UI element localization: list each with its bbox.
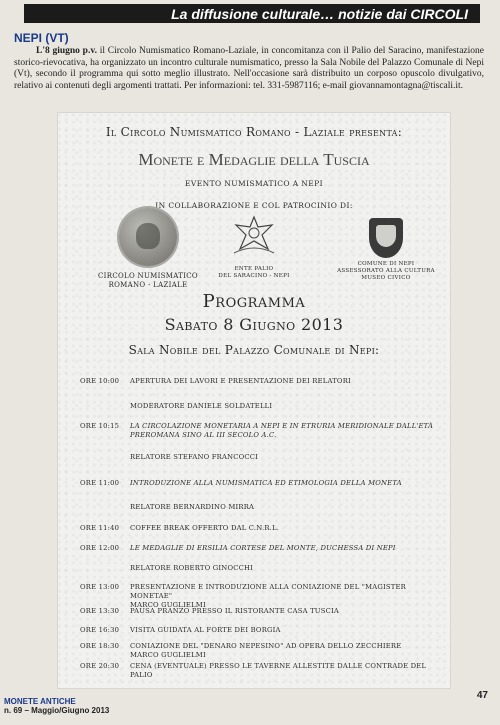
- schedule-line: RELATORE BERNARDINO MIRRA: [130, 503, 255, 511]
- schedule-description: [130, 564, 436, 573]
- poster-collab: IN COLLABORAZIONE E COL PATROCINIO DI:: [155, 201, 353, 210]
- schedule-time: ORE 16:30: [80, 626, 120, 634]
- schedule-line: MARCO GUGLIELMI: [130, 651, 206, 659]
- logo-comune: [336, 218, 436, 282]
- logo-comune-line: ASSESSORATO ALLA CULTURA: [337, 268, 435, 274]
- schedule-description: [130, 662, 436, 680]
- coin-logo-icon: [119, 208, 177, 266]
- schedule-description: [130, 377, 436, 386]
- logo-comune-line: MUSEO CIVICO: [361, 275, 411, 281]
- schedule-description: [130, 479, 436, 488]
- intro-lead: L'8 giugno p.v.: [36, 46, 97, 56]
- schedule-time: ORE 10:15: [80, 422, 120, 430]
- schedule-time: ORE 18:30: [80, 642, 120, 650]
- schedule-description: [130, 583, 436, 610]
- logo-circolo: [88, 208, 208, 289]
- schedule-line: APERTURA DEI LAVORI E PRESENTAZIONE DEI RELATORI: [130, 377, 351, 385]
- logo-circolo-line: CIRCOLO NUMISMATICO: [98, 272, 198, 280]
- schedule-line: PAUSA PRANZO PRESSO IL RISTORANTE CASA TUSCIA: [130, 607, 339, 615]
- logo-palio-line: ENTE PALIO: [234, 266, 274, 272]
- schedule-line: VISITA GUIDATA AL FORTE DEI BORGIA: [130, 626, 281, 634]
- poster-evento: EVENTO NUMISMATICO A NEPI: [185, 179, 323, 188]
- poster-title: Monete e Medaglie della Tuscia: [138, 150, 370, 169]
- schedule-time: ORE 13:30: [80, 607, 120, 615]
- schedule-time: ORE 11:40: [80, 524, 120, 532]
- schedule-time: ORE 13:00: [80, 583, 120, 591]
- article-heading: NEPI (VT): [14, 31, 69, 45]
- schedule-line: LA CIRCOLAZIONE MONETARIA A NEPI E IN ETRURIA MERIDIONALE DALL'ETÀ: [130, 422, 434, 430]
- comune-crest-icon: [369, 218, 403, 258]
- event-poster: [58, 113, 450, 688]
- schedule-time: ORE 10:00: [80, 377, 120, 385]
- schedule-line: COFFEE BREAK OFFERTO DAL C.N.R.L.: [130, 524, 280, 532]
- schedule-time: ORE 12:00: [80, 544, 120, 552]
- schedule-line: CENA (EVENTUALE) PRESSO LE TAVERNE ALLESTITE DALLE CONTRADE DEL PALIO: [130, 662, 427, 679]
- schedule-description: [130, 402, 436, 411]
- palio-emblem-icon: [228, 213, 280, 259]
- schedule-description: [130, 422, 436, 440]
- schedule-time: ORE 20:30: [80, 662, 120, 670]
- logo-palio-line: DEL SARACINO - NEPI: [218, 273, 290, 279]
- schedule-line: RELATORE STEFANO FRANCOCCI: [130, 453, 259, 461]
- schedule-line: CONIAZIONE DEL "DENARO NEPESINO" AD OPERA DELLO ZECCHIERE: [130, 642, 402, 650]
- intro-body: il Circolo Numismatico Romano-Laziale, in concomitanza con il Palio del Saracino, manifestazione storico-rievocativa, ha organizzato un incontro culturale numismatico, presso la Sala Nobile del Palazzo Comunale di Nepi (Vt), secondo il programma qui sotto meglio illustrato. Nell'occasione sarà distribuito un corposo opuscolo divulgativo, relativo ai contenuti degli argomenti trattati. Per informazioni: tel. 331-5987116; e-mail giovannamontagna@tiscali.it.: [14, 46, 484, 91]
- schedule-description: [130, 642, 436, 660]
- poster-programma: Programma: [202, 291, 306, 312]
- schedule-line: RELATORE ROBERTO GINOCCHI: [130, 564, 254, 572]
- footer-magazine: [4, 697, 109, 715]
- schedule-description: [130, 453, 436, 462]
- section-header: [24, 4, 480, 23]
- schedule-line: PREROMANA SINO AL III SECOLO A.C.: [130, 431, 277, 439]
- schedule-line: PRESENTAZIONE E INTRODUZIONE ALLA CONIAZIONE DEL "MAGISTER MONETAE": [130, 583, 406, 600]
- poster-presenta: Il Circolo Numismatico Romano - Laziale presenta:: [105, 125, 403, 139]
- footer-magazine-name: MONETE ANTICHE: [4, 697, 76, 706]
- schedule-description: [130, 626, 436, 635]
- logo-circolo-line: ROMANO - LAZIALE: [108, 280, 188, 289]
- article-intro: [14, 46, 484, 92]
- schedule-description: [130, 503, 436, 512]
- schedule-description: [130, 607, 436, 616]
- footer-issue: n. 69 – Maggio/Giugno 2013: [4, 706, 110, 715]
- schedule-line: MARCO GUGLIELMI: [130, 601, 206, 609]
- schedule-time: ORE 11:00: [80, 479, 120, 487]
- poster-date: Sabato 8 Giugno 2013: [164, 315, 344, 334]
- schedule-description: [130, 544, 436, 553]
- schedule-description: [130, 524, 436, 533]
- section-header-title: La diffusione culturale… notizie dai CIRCOLI: [171, 5, 468, 22]
- logo-palio: [218, 213, 290, 280]
- schedule-line: INTRODUZIONE ALLA NUMISMATICA ED ETIMOLOGIA DELLA MONETA: [130, 479, 402, 487]
- page-number: 47: [476, 690, 488, 701]
- logo-comune-line: COMUNE DI NEPI: [357, 261, 415, 267]
- schedule-line: MODERATORE DANIELE SOLDATELLI: [130, 402, 273, 410]
- poster-venue: Sala Nobile del Palazzo Comunale di Nepi:: [128, 343, 380, 357]
- schedule-line: LE MEDAGLIE DI ERSILIA CORTESE DEL MONTE, DUCHESSA DI NEPI: [130, 544, 396, 552]
